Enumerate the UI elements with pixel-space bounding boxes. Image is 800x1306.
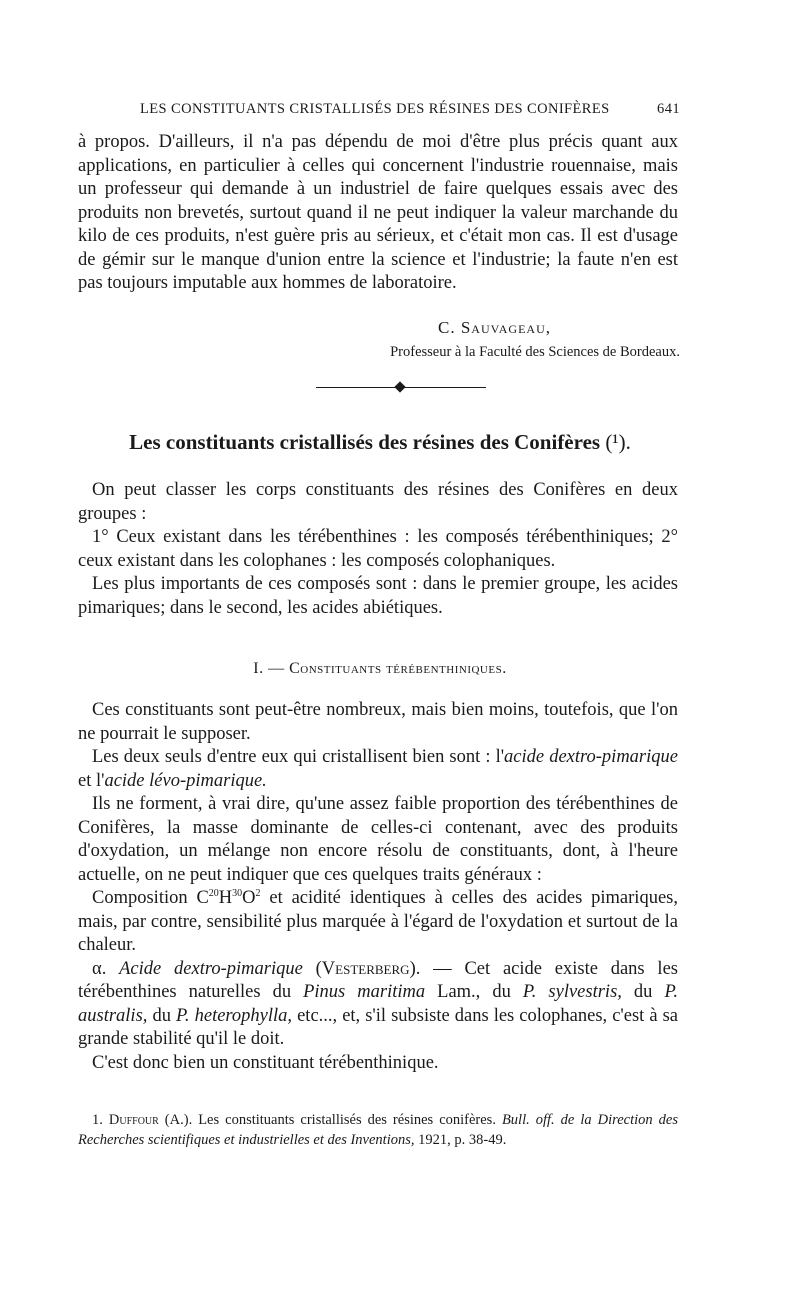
article-title [80, 430, 680, 455]
footnote-reference: (¹). [605, 430, 631, 454]
previous-article-text [78, 131, 678, 296]
footnote-number: 1. [92, 1112, 103, 1128]
text-run: (A.). [158, 1112, 193, 1128]
formula-subscript: 30 [232, 887, 243, 899]
text-run: Les constituants cristallisés des résines conifères. [192, 1112, 502, 1128]
paragraph-crystallizing-acids [78, 746, 678, 793]
author-affiliation: Professeur à la Faculté des Sciences de Bordeaux. [390, 344, 680, 360]
text-run: ( [302, 958, 322, 979]
text-run: du [147, 1005, 177, 1026]
formula-subscript: 20 [208, 887, 219, 899]
formula-subscript: 2 [255, 887, 261, 899]
page-number: 641 [657, 101, 680, 117]
footnote-journal: Bull. off. de la Direction des Recherches scientifiques et industrielles et des Inventions, [78, 1112, 678, 1148]
italic-term: acide dextro-pimarique [504, 747, 678, 767]
paragraph-proportion: Ils ne forment, à vrai dire, qu'une assez faible proportion des térébenthines de Conifères, la masse dominante de celles-ci contenant, avec des produits d'oxydation, un mélange non encore résolu de constituants, dont, à l'heure actuelle, on ne peut indiquer que ces quelques traits généraux : [78, 794, 678, 885]
section-divider [316, 382, 486, 394]
species-name: P. australis, [78, 982, 678, 1026]
text-run: H [218, 888, 233, 908]
text-run: Les deux seuls d'entre eux qui cristallisent bien sont : l' [92, 747, 505, 767]
text-run: Lam., du [425, 982, 523, 1002]
paragraph-important-compounds: Les plus importants de ces composés sont : dans le premier groupe, les acides pimariques; dans le second, les acides abiétiques. [78, 574, 678, 618]
text-run: etc..., et, s'il subsiste dans les colophanes, c'est à sa grande stabilité qu'il le doit. [78, 1005, 679, 1049]
article-title-text: Les constituants cristallisés des résines des Conifères [129, 430, 601, 454]
previous-article-paragraph: à propos. D'ailleurs, il n'a pas dépendu de moi d'être plus précis quant aux applications, en particulier à celles qui concernent l'industrie rouennaise, mais un professeur qui demande à un industriel de faire quelques essais avec des produits non brevetés, surtout quand il ne peut indiquer la valeur marchande du kilo de ces produits, n'est guère pris au sérieux, et c'était mon cas. Il est d'usage de gémir sur le manque d'union entre la science et l'industrie; la faute n'en est pas toujours imputable aux hommes de laboratoire. [78, 132, 678, 293]
text-run: O [242, 888, 256, 908]
footnote-author: Duffour [108, 1112, 159, 1128]
species-name: P. heterophylla, [176, 1005, 293, 1026]
author-name: Vesterberg [321, 958, 410, 979]
intro-text [78, 479, 678, 620]
paragraph-composition [78, 887, 678, 958]
italic-term: Acide dextro-pimarique [119, 958, 303, 979]
footnote [78, 1110, 678, 1150]
text-run: Composition C [92, 888, 209, 908]
footnote-text [78, 1110, 678, 1150]
italic-term: acide lévo-pimarique. [104, 770, 267, 791]
section-heading: I. — Constituants térébenthiniques. [253, 660, 507, 677]
species-name: Pinus maritima [303, 982, 426, 1002]
paragraph-constituents: Ces constituants sont peut-être nombreux, mais bien moins, toutefois, que l'on ne pourrait le supposer. [78, 700, 678, 744]
text-run: α. [92, 958, 120, 979]
diamond-ornament-icon [394, 381, 405, 392]
paragraph-conclusion: C'est donc bien un constituant térébenthinique. [92, 1052, 439, 1073]
paragraph-dextro-pimaric [78, 958, 678, 1052]
paragraph-classification: On peut classer les corps constituants des résines des Conifères en deux groupes : [78, 480, 678, 524]
author-signature: C. Sauvageau, [438, 318, 551, 337]
section-body [78, 699, 678, 1075]
species-name: P. sylvestris, [522, 982, 622, 1002]
text-run: et acidité identiques à celles des acides pimariques, mais, par contre, sensibilité plus marquée à l'égard de l'oxydation et surtout de la chaleur. [78, 888, 678, 955]
paragraph-groups: 1° Ceux existant dans les térébenthines : les composés térébenthiniques; 2° ceux existant dans les colophanes : les composés colophaniques. [78, 527, 678, 571]
text-run: du [621, 982, 665, 1002]
running-title: LES CONSTITUANTS CRISTALLISÉS DES RÉSINES DES CONIFÈRES [140, 101, 610, 117]
text-run: ). — Cet acide existe dans les térébenthines naturelles du [78, 958, 678, 1002]
text-run: et l' [78, 770, 105, 791]
text-run: 1921, p. 38-49. [414, 1132, 507, 1148]
